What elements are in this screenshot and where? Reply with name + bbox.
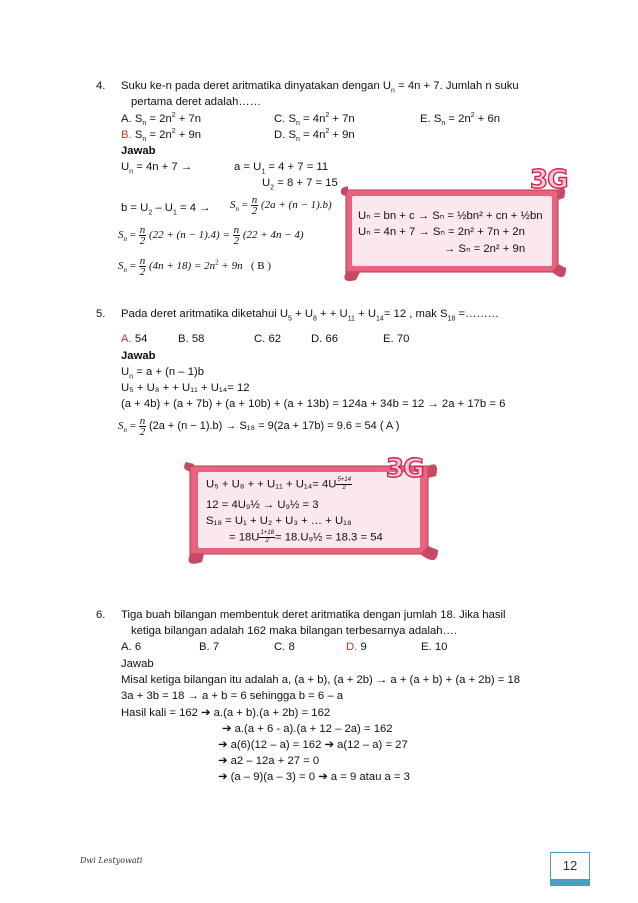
q6-line5: ➔ a(6)(12 – a) = 162 ➔ a(12 – a) = 27	[218, 739, 408, 751]
q4-formula2: $S_n$ = $\frac{n}{2}$ (22 + (n − 1).4) = $\frac{n}{2}$ (22 + 4n − 4)	[118, 224, 304, 247]
q5-box-line2: 12 = 4U₉½ → U₉½ = 3	[206, 499, 319, 511]
q6-line2: 3a + 3b = 18 → a + b = 6 sehingga b = 6 – a	[121, 690, 344, 702]
q4-formula3: $S_n$ = $\frac{n}{2}$ $(4n + 18) = 2n^2 + 9n$ ( B )	[118, 255, 271, 278]
q6-line7: ➔ (a – 9)(a – 3) = 0 ➔ a = 9 atau a = 3	[218, 771, 410, 783]
q6-question-line2: ketiga bilangan adalah 162 maka bilangan terbesarnya adalah….	[131, 625, 457, 637]
q5-line3: (a + 4b) + (a + 7b) + (a + 10b) + (a + 13b) = 124a + 34b = 12 → 2a + 17b = 6	[121, 398, 506, 410]
q5-line4: $S_n$ = $\frac{n}{2}$ (2a + (n − 1).b) → S₁₈ = 9(2a + 17b) = 9.6 = 54 ( A )	[118, 415, 400, 438]
q6-option-d: D. 9	[346, 641, 367, 653]
q5-options: A. 54	[121, 333, 148, 345]
q6-option-e: E. 10	[421, 641, 448, 653]
q5-option-d: D. 66	[311, 333, 339, 345]
q6-option-a: A. 6	[121, 641, 142, 653]
frac-n-over-2: $\frac{n}{2}$	[251, 194, 258, 217]
q4-line2: $U_2 = 8 + 7 = 15$	[262, 177, 338, 192]
q4-line1-right: $a = U_1 = 4 + 7 = 11$	[234, 161, 329, 176]
q5-option-c: C. 62	[254, 333, 282, 345]
q6-option-c: C. 8	[274, 641, 295, 653]
page-number: 12	[550, 852, 590, 880]
q5-jawab: Jawab	[121, 350, 156, 362]
q5-option-e: E. 70	[383, 333, 410, 345]
q4-number: 4.	[96, 80, 106, 92]
q6-jawab: Jawab	[121, 658, 154, 670]
q5-question: Pada deret aritmatika diketahui $U_5 + U_8$ + + $U_{11} + U_{14}= 12$ , mak $S_{18}$ =………	[121, 308, 499, 323]
q4-jawab: Jawab	[121, 145, 156, 157]
q4-question-line1: Suku ke-n pada deret aritmatika dinyatakan dengan $U_n = 4n + 7$. Jumlah n suku	[121, 80, 519, 95]
q5-option-b: B. 58	[178, 333, 205, 345]
q4-formula1: $S_n$ = $\frac{n}{2}$ (2a + (n − 1).b)	[230, 194, 332, 217]
q5-box-line4: = 18U $\frac{1+18}{2}$ = 18.U₉½ = 18.3 = 54	[229, 530, 383, 544]
q4-option-e: E. $S_n = 2n^2 + 6n$	[420, 112, 501, 128]
q5-line2: U₅ + U₈ + + U₁₁ + U₁₄= 12	[121, 382, 250, 394]
q4-box-line3: → Sₙ = 2n² + 9n	[444, 243, 526, 255]
q6-line3: Hasil kali = 162 ➔ a.(a + b).(a + 2b) = 162	[121, 707, 331, 719]
author-signature: Dwi Lestyowati	[80, 856, 143, 865]
q4-option-b: B. $S_n = 2n^2 + 9n$	[121, 128, 202, 144]
q4-option-c: C. $S_n = 4n^2 + 7n$	[274, 112, 355, 128]
q5-line1: $U_n = a + (n - 1)b$	[121, 366, 205, 381]
q4-line3: $b = U_2 - U_1 = 4$ →	[121, 202, 211, 217]
q6-line6: ➔ a2 – 12a + 27 = 0	[218, 755, 320, 767]
q4-question-line2: pertama deret adalah……	[131, 96, 261, 108]
q4-line1: $U_n = 4n + 7$ →	[121, 161, 193, 176]
page-number-bar	[550, 880, 590, 886]
q4-box-line2: Uₙ = 4n + 7 → Sₙ = 2n² + 7n + 2n	[358, 226, 525, 238]
q5-3g-badge: 3G	[386, 454, 424, 484]
q6-option-b: B. 7	[199, 641, 220, 653]
q6-question-line1: Tiga buah bilangan membentuk deret aritmatika dengan jumlah 18. Jika hasil	[121, 609, 506, 621]
q5-box-line3: S₁₈ = U₁ + U₂ + U₃ + … + U₁₈	[206, 515, 352, 527]
q6-line1: Misal ketiga bilangan itu adalah a, (a + b), (a + 2b) → a + (a + b) + (a + 2b) = 18	[121, 674, 521, 686]
q6-line4: ➔ a.(a + 6 - a).(a + 12 – 2a) = 162	[222, 723, 393, 735]
q4-option-a: A. $S_n = 2n^2 + 7n$	[121, 112, 202, 128]
q4-box-line1: Uₙ = bn + c → Sₙ = ½bn² + cn + ½bn	[358, 210, 543, 222]
q6-number: 6.	[96, 609, 106, 621]
q5-number: 5.	[96, 308, 106, 320]
q4-option-d: D. $S_n = 4n^2 + 9n$	[274, 128, 355, 144]
q5-box-line1: U₅ + U₈ + + U₁₁ + U₁₄= 4U $\frac{5+14}{2}$	[206, 477, 351, 491]
q4-3g-badge: 3G	[530, 165, 568, 195]
